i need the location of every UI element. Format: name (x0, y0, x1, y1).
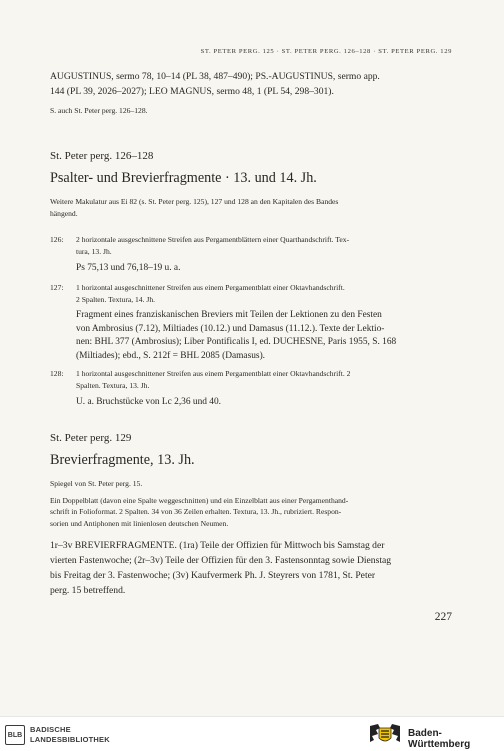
entry-number: 128: (50, 369, 64, 378)
blb-logo-text[interactable] (30, 725, 110, 744)
intro-line: AUGUSTINUS, sermo 78, 10–14 (PL 38, 487–490); PS.-AUGUSTINUS, sermo app. (50, 71, 380, 82)
footer-bar (0, 716, 504, 751)
blb-name-line: LANDESBIBLIOTHEK (30, 734, 110, 744)
section-note: Weitere Makulatur aus Ei 82 (s. St. Peter perg. 125), 127 und 128 an den Kapitalen des Bandes (50, 197, 339, 206)
section-note: hängend. (50, 208, 78, 218)
section-content: vierten Fastenwoche; (2r–3v) Teile der Offizien für den 3. Fastensonntag sowie Dienstag (50, 555, 392, 567)
intro-line: 144 (PL 39, 2026–2027); LEO MAGNUS, sermo 48, 1 (PL 54, 298–301). (50, 86, 334, 97)
section-content: bis Freitag der 3. Fastenwoche; (3v) Kaufvermerk Ph. J. Steyrers von 1781, St. Peter (50, 570, 376, 582)
section-content: 1r–3v BREVIERFRAGMENTE. (1ra) Teile der Offizien für Mittwoch bis Samstag der (50, 540, 385, 552)
bw-label[interactable]: Baden-Württemberg (408, 728, 471, 750)
entry-127 (50, 282, 450, 364)
section-description: sorien und Antiphonen mit linienlosen deutschen Neumen. (50, 518, 229, 528)
shelfmark: St. Peter perg. 129 (50, 432, 132, 444)
entry-number: 126: (50, 235, 64, 244)
page-number: 227 (434, 611, 452, 623)
section-title: Brevierfragmente, 13. Jh. (50, 452, 195, 468)
see-also-note: S. auch St. Peter perg. 126–128. (50, 106, 148, 115)
shelfmark: St. Peter perg. 126–128 (50, 150, 154, 162)
blb-name-line: BADISCHE (30, 725, 71, 734)
entry-content: von Ambrosius (7.12), Miltiades (10.12.) und Damasus (11.12.). Texte der Lektio- (76, 323, 385, 334)
section-content: perg. 15 betreffend. (50, 585, 126, 597)
entry-content: U. a. Bruchstücke von Lc 2,36 und 40. (76, 397, 222, 408)
blb-logo-icon[interactable]: BLB (5, 725, 25, 745)
entry-126 (50, 234, 450, 276)
intro-block (50, 69, 450, 117)
entry-content: Ps 75,13 und 76,18–19 u. a. (76, 263, 181, 274)
entry-description: 1 horizontal ausgeschnittener Streifen aus einem Pergamentblatt einer Oktavhandschrift. (76, 283, 345, 292)
section-note: Spiegel von St. Peter perg. 15. (50, 479, 143, 488)
section-title: Psalter- und Brevierfragmente · 13. und 14. Jh. (50, 170, 317, 186)
entry-content: nen: BHL 377 (Ambrosius); Liber Pontificalis I, ed. DUCHESNE, Paris 1955, S. 168 (76, 337, 397, 348)
section-description: Ein Doppelblatt (davon eine Spalte weggeschnitten) und ein Einzelblatt aus einer Pergamenthand- (50, 495, 349, 505)
entry-description: 2 horizontale ausgeschnittene Streifen aus Pergamentblättern einer Quarthandschrift. Tex- (76, 235, 350, 244)
entry-128 (50, 368, 450, 410)
entry-number: 127: (50, 283, 64, 292)
section-126-128 (50, 150, 450, 219)
entry-description: tura, 13. Jh. (76, 246, 112, 256)
state-coat-of-arms-icon[interactable] (368, 722, 402, 746)
entry-description: 2 Spalten. Textura, 14. Jh. (76, 294, 156, 304)
entry-description: 1 horizontal ausgeschnittener Streifen aus einem Pergamentblatt einer Oktavhandschrift. 2 (76, 369, 351, 378)
entry-content: (Miltiades); ebd., S. 212f = BHL 2085 (Damasus). (76, 350, 266, 361)
entry-description: Spalten. Textura, 13. Jh. (76, 380, 150, 390)
running-head: ST. PETER PERG. 125 · ST. PETER PERG. 126–128 · ST. PETER PERG. 129 (200, 48, 452, 55)
entry-content: Fragment eines franziskanischen Breviers mit Teilen der Lektionen zu den Festen (76, 310, 382, 321)
section-description: schrift in Folioformat. 2 Spalten. 34 von 36 Zeilen erhalten. Textura, 13. Jh., rubriziert. Respon- (50, 507, 342, 517)
section-129 (50, 432, 450, 598)
